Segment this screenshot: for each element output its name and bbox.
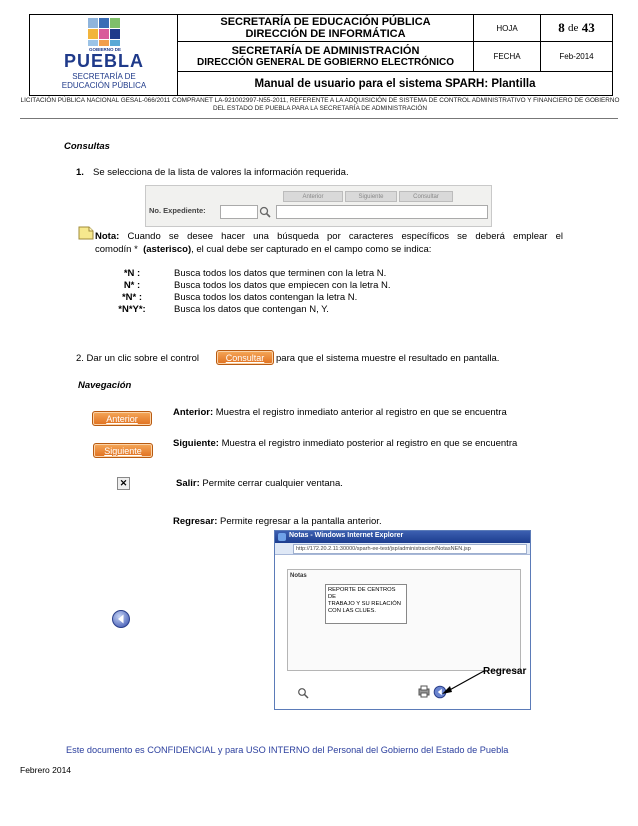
- wildcard-pattern: *N* :: [121, 292, 143, 303]
- salir-desc: Permite cerrar cualquier ventana.: [202, 478, 343, 489]
- note-text2b: (asterisco): [143, 244, 192, 255]
- wildcard-desc: Busca todos los datos que terminen con la letra N.: [174, 268, 387, 279]
- logo-line1: GOBIERNO DE: [88, 47, 121, 52]
- adm-line2: DIRECCIÓN GENERAL DE GOBIERNO ELECTRÓNICO: [196, 56, 455, 68]
- note-text2a: comodín *: [95, 244, 138, 255]
- form-consultar-button[interactable]: Consultar: [399, 191, 453, 202]
- search-icon[interactable]: [297, 687, 309, 699]
- footer-date: Febrero 2014: [20, 765, 72, 775]
- regresar-description: [173, 516, 382, 528]
- adm-line1: SECRETARÍA DE ADMINISTRACIÓN: [231, 44, 420, 57]
- regresar-callout: Regresar: [483, 666, 527, 677]
- header-divider: [20, 118, 618, 119]
- siguiente-button[interactable]: [93, 443, 153, 458]
- ie-address-bar: [275, 543, 530, 555]
- consultar-button-label: Consultar: [225, 352, 265, 363]
- notas-label: Notas: [290, 573, 307, 579]
- print-icon[interactable]: [417, 685, 431, 699]
- wildcard-desc: Busca los datos que contengan N, Y.: [174, 304, 329, 315]
- wildcard-pattern: *N*Y*:: [118, 304, 146, 315]
- siguiente-description: [173, 438, 517, 450]
- navegacion-title: Navegación: [78, 380, 132, 391]
- notas-line: TRABAJO Y SU RELACIÓN: [328, 601, 401, 607]
- close-icon[interactable]: ✕: [117, 477, 130, 490]
- expediente-input[interactable]: [220, 205, 258, 219]
- anterior-label: Anterior:: [173, 407, 214, 418]
- manual-title: Manual de usuario para el sistema SPARH: Plantilla: [254, 77, 536, 90]
- note-text1: Cuando se desee hacer una búsqueda por caracteres específicos se deberá emplear el: [127, 231, 563, 242]
- confidential-note: Este documento es CONFIDENCIAL y para USO INTERNO del Personal del Gobierno del Estado de Puebla: [66, 745, 509, 755]
- hoja-label: HOJA: [474, 15, 541, 42]
- ie-url[interactable]: http://172.20.2.11:30000/sparh-ee-test/jsp/administracion/NotasNEN.jsp: [293, 544, 527, 554]
- fecha-label: FECHA: [474, 42, 541, 72]
- form-siguiente-button[interactable]: Siguiente: [345, 191, 397, 202]
- notas-panel: [287, 569, 521, 671]
- wildcard-desc: Busca todos los datos que empiecen con la letra N.: [174, 280, 391, 291]
- salir-description: [176, 478, 343, 490]
- ie-title-bar: [275, 531, 530, 543]
- note-icon: [78, 226, 94, 240]
- search-form-screenshot: [145, 185, 492, 227]
- regresar-label: Regresar:: [173, 516, 218, 527]
- siguiente-button-label: Siguiente: [104, 445, 142, 456]
- consultar-button[interactable]: [216, 350, 274, 365]
- fecha-value: Feb-2014: [541, 42, 612, 72]
- note-label: Nota:: [95, 231, 120, 242]
- notas-line: CON LAS CLUES.: [328, 608, 376, 614]
- anterior-desc: Muestra el registro inmediato anterior al registro en que se encuentra: [215, 407, 507, 418]
- anterior-button[interactable]: [92, 411, 152, 426]
- anterior-button-label: Anterior: [106, 413, 138, 424]
- regresar-desc: Permite regresar a la pantalla anterior.: [220, 516, 382, 527]
- step1-number: 1.: [76, 167, 84, 178]
- sep-line2: DIRECCIÓN DE INFORMÁTICA: [245, 28, 406, 40]
- note-line2: [95, 244, 565, 256]
- notas-textarea[interactable]: [325, 584, 407, 624]
- expediente-label: No. Expediente:: [149, 206, 206, 215]
- page-de: de: [568, 22, 579, 34]
- ie-icon: [278, 533, 286, 541]
- note-line1: [95, 231, 563, 243]
- siguiente-label: Siguiente:: [173, 438, 219, 449]
- adm-title-cell: [178, 42, 474, 72]
- step2-text-b: para que el sistema muestre el resultado en pantalla.: [276, 353, 500, 364]
- form-anterior-button[interactable]: Anterior: [283, 191, 343, 202]
- consultas-title: Consultas: [64, 141, 110, 152]
- wildcard-pattern: *N :: [123, 268, 141, 279]
- logo-line4: EDUCACIÓN PÚBLICA: [61, 81, 147, 90]
- ie-title: Notas - Windows Internet Explorer: [289, 532, 404, 539]
- step2-text-a: 2. Dar un clic sobre el control: [76, 353, 200, 364]
- back-arrow-icon[interactable]: [111, 609, 131, 629]
- step1-text: Se selecciona de la lista de valores la información requerida.: [93, 167, 349, 178]
- anterior-description: [173, 407, 507, 419]
- note-text2c: , el cual debe ser capturado en el campo como se indica:: [191, 244, 432, 255]
- logo-line3: SECRETARÍA DE: [72, 72, 136, 81]
- licitacion-text: LICITACIÓN PÚBLICA NACIONAL GESAL-066/2011 COMPRANET LA-921002997-N55-2011, REFERENTE A LA ADQUISICIÓN DE SISTEMA DE CONTROL ADMINISTRATIVO Y FINANCIERO DE GOBIERNO DEL ESTADO DE PUEBLA PARA LA SECRETARÍA DE ADMINISTRACIÓN: [20, 97, 620, 112]
- puebla-logo: [30, 15, 178, 95]
- salir-label: Salir:: [176, 478, 200, 489]
- page-num: 8: [558, 20, 565, 35]
- wildcard-desc: Busca todos los datos contengan la letra N.: [174, 292, 358, 303]
- page-number: [541, 15, 612, 42]
- logo-line2: PUEBLA: [63, 51, 144, 71]
- sep-line1: SECRETARÍA DE EDUCACIÓN PÚBLICA: [220, 16, 431, 28]
- expediente-description-field: [276, 205, 488, 219]
- wildcard-pattern: N* :: [123, 280, 141, 291]
- page-total: 43: [581, 20, 595, 35]
- notas-line: REPORTE DE CENTROS DE: [328, 587, 396, 600]
- sep-title-cell: [178, 15, 474, 42]
- document-header: [29, 14, 613, 96]
- siguiente-desc: Muestra el registro inmediato posterior al registro en que se encuentra: [221, 438, 518, 449]
- magnifier-icon[interactable]: [259, 206, 271, 218]
